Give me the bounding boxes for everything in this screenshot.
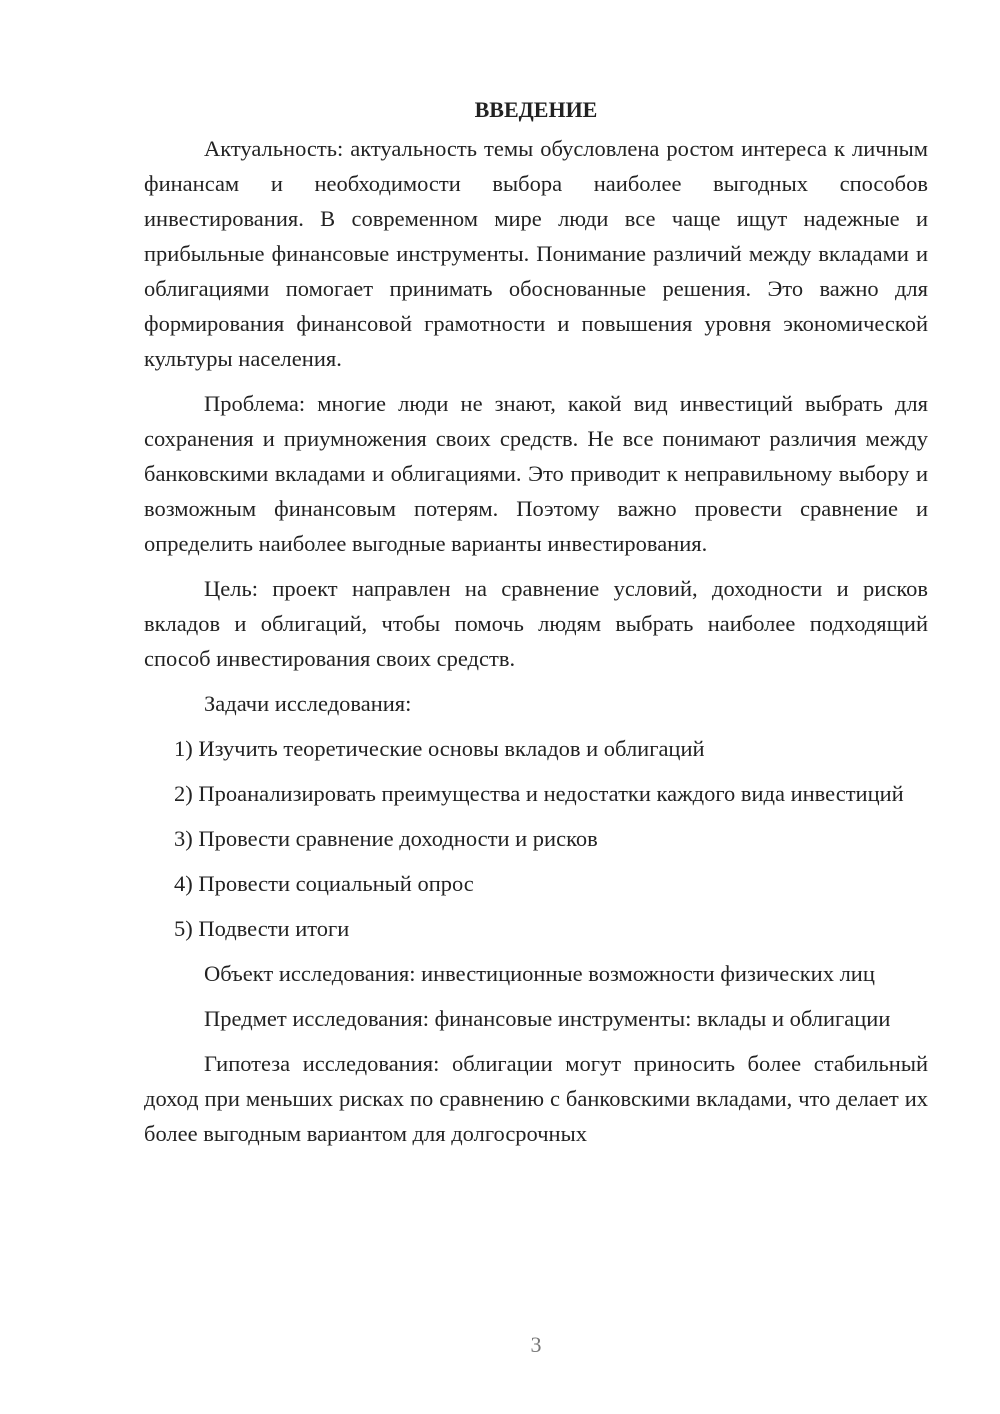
document-body: [144, 92, 928, 1161]
task-item: 1) Изучить теоретические основы вкладов и облигаций: [174, 736, 705, 761]
task-item: 5) Подвести итоги: [174, 916, 350, 941]
task-item: 2) Проанализировать преимущества и недостатки каждого вида инвестиций: [174, 781, 904, 806]
paragraph-hypothesis: Гипотеза исследования: облигации могут приносить более стабильный доход при меньших рисках по сравнению с банковскими вкладами, что делает их более выгодным вариантом для долгосрочных: [144, 1051, 928, 1146]
paragraph-relevance: Актуальность: актуальность темы обусловлена ростом интереса к личным финансам и необходимости выбора наиболее выгодных способов инвестирования. В современном мире люди все чаще ищут надежные и прибыльные финансовые инструменты. Понимание различий между вкладами и облигациями помогает принимать обоснованные решения. Это важно для формирования финансовой грамотности и повышения уровня экономической культуры населения.: [144, 136, 928, 371]
paragraph-problem: Проблема: многие люди не знают, какой вид инвестиций выбрать для сохранения и приумножения своих средств. Не все понимают различия между банковскими вкладами и облигациями. Это приводит к неправильному выбору и возможным финансовым потерям. Поэтому важно провести сравнение и определить наиболее выгодные варианты инвестирования.: [144, 391, 928, 556]
page-number: 3: [530, 1332, 542, 1357]
task-item: 4) Провести социальный опрос: [174, 871, 474, 896]
paragraph-goal: Цель: проект направлен на сравнение условий, доходности и рисков вкладов и облигаций, чтобы помочь людям выбрать наиболее подходящий способ инвестирования своих средств.: [144, 576, 928, 671]
task-item: 3) Провести сравнение доходности и рисков: [174, 826, 598, 851]
paragraph-object: Объект исследования: инвестиционные возможности физических лиц: [204, 961, 875, 986]
tasks-heading: Задачи исследования:: [204, 691, 412, 716]
section-title: ВВЕДЕНИЕ: [474, 97, 598, 122]
paragraph-subject: Предмет исследования: финансовые инструменты: вклады и облигации: [204, 1006, 891, 1031]
